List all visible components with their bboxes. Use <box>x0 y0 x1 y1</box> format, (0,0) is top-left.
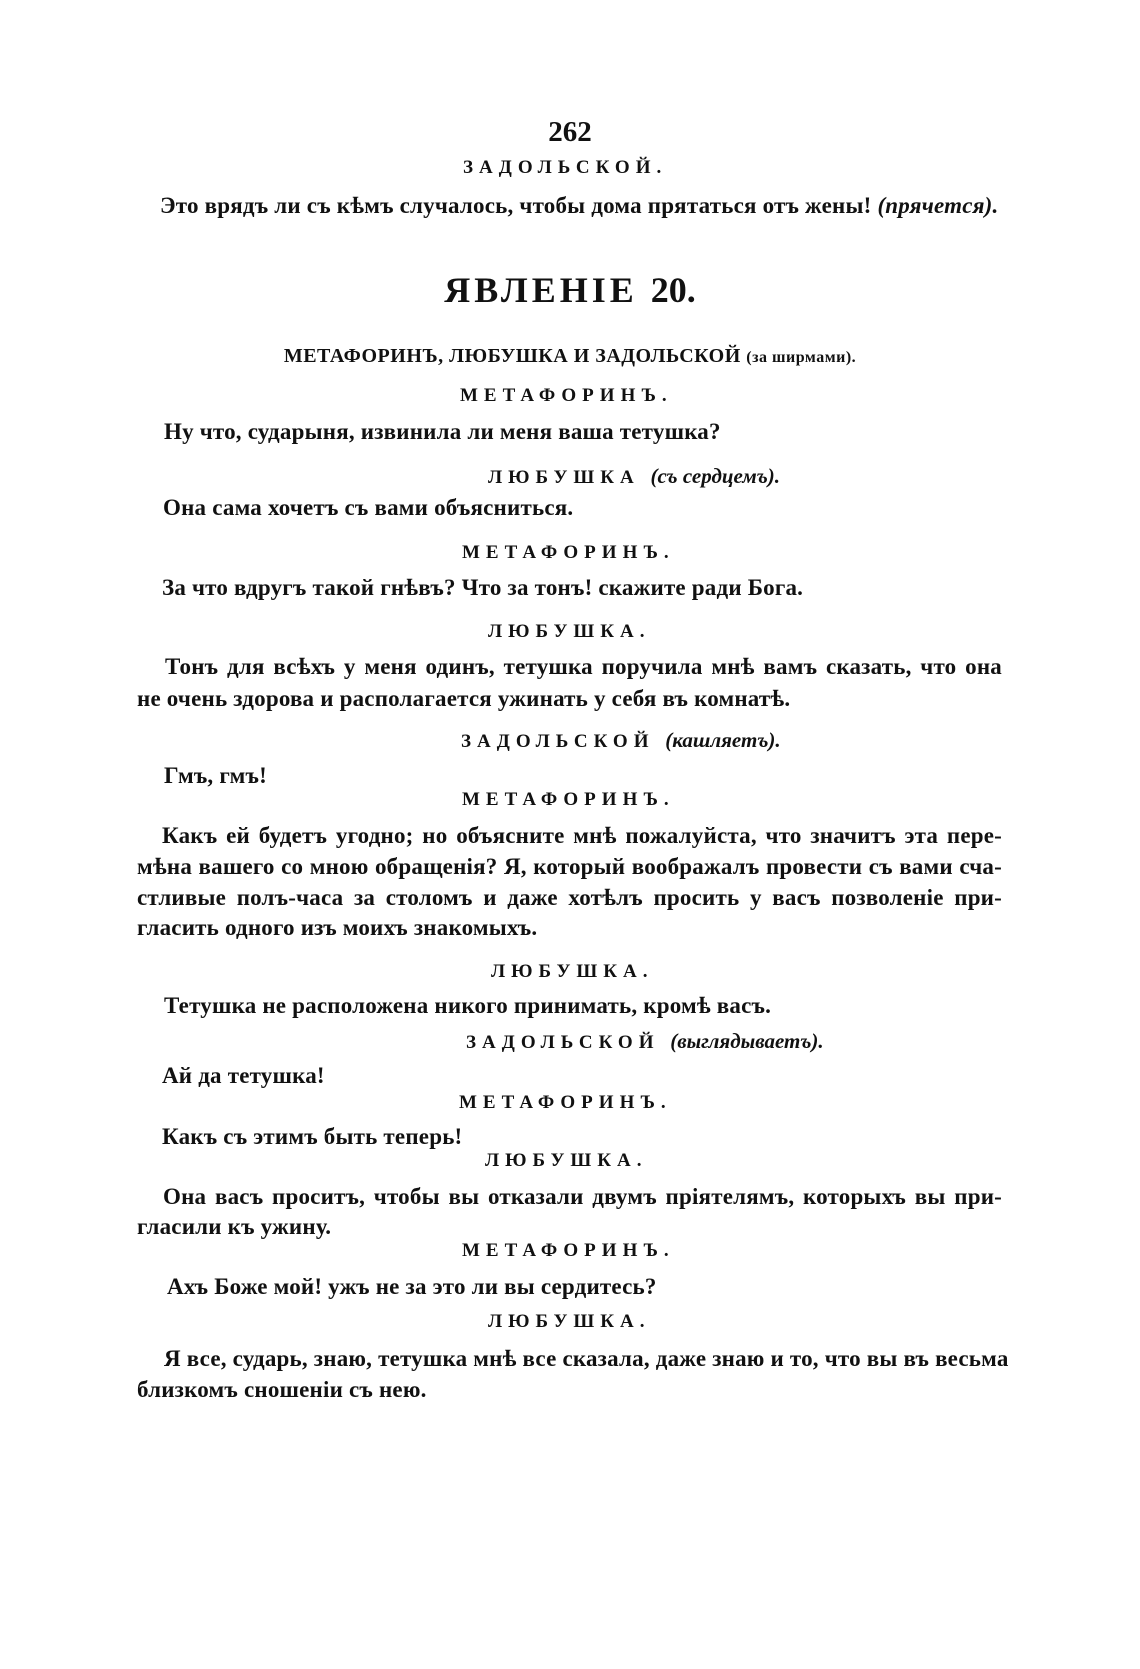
speaker-metaforin: МЕТАФОРИНЪ. <box>462 789 675 810</box>
dialogue-line: стливые полъ-часа за столомъ и даже хотѣлъ просить у васъ позволеніе при- <box>137 885 1002 910</box>
speaker-lyubushka: ЛЮБУШКА. <box>488 621 651 642</box>
speaker-lyubushka: ЛЮБУШКА. <box>485 1150 648 1171</box>
dialogue-line: Гмъ, гмъ! <box>164 763 268 788</box>
speaker-lyubushka <box>488 466 780 487</box>
dialogue-line: гласили къ ужину. <box>137 1214 332 1239</box>
dialogue-line <box>160 194 998 217</box>
dialogue-line: близкомъ сношеніи съ нею. <box>137 1377 427 1402</box>
speaker-metaforin: МЕТАФОРИНЪ. <box>459 1092 672 1113</box>
dialogue-line: Ай да тетушка! <box>162 1063 325 1088</box>
cast-list <box>0 346 1140 366</box>
stage-direction: (кашляетъ). <box>665 728 781 752</box>
dialogue-line: гласить одного изъ моихъ знакомыхъ. <box>137 915 538 940</box>
dialogue-line: не очень здорова и располагается ужинать у себя въ комнатѣ. <box>137 686 791 711</box>
speaker-name: ЛЮБУШКА <box>488 467 640 488</box>
dialogue-line: мѣна вашего со мною обращенія? Я, который воображалъ провести съ вами сча- <box>137 854 1002 879</box>
speaker-zadolskoy <box>466 1031 824 1052</box>
speaker-lyubushka: ЛЮБУШКА. <box>491 961 654 982</box>
stage-direction: (съ сердцемъ). <box>650 464 781 488</box>
speaker-metaforin: МЕТАФОРИНЪ. <box>462 542 675 563</box>
stage-direction: (прячется). <box>877 193 999 218</box>
scene-heading-word: ЯВЛЕНІЕ <box>444 270 638 310</box>
dialogue-line: Ну что, сударыня, извинила ли меня ваша тетушка? <box>164 419 721 444</box>
line-text: Это врядъ ли съ кѣмъ случалось, чтобы дома прятаться отъ жены! <box>160 193 872 218</box>
dialogue-line: Тетушка не расположена никого принимать, кромѣ васъ. <box>164 993 772 1018</box>
cast-names: МЕТАФОРИНЪ, ЛЮБУШКА И ЗАДОЛЬСКОЙ <box>283 345 741 367</box>
dialogue-line: За что вдругъ такой гнѣвъ? Что за тонъ! скажите ради Бога. <box>162 575 804 600</box>
stage-direction: (выглядываетъ). <box>670 1029 824 1053</box>
scene-heading <box>0 272 1140 308</box>
speaker-lyubushka: ЛЮБУШКА. <box>488 1311 651 1332</box>
cast-direction: (за ширмами). <box>746 349 857 366</box>
speaker-name: ЗАДОЛЬСКОЙ <box>466 1032 660 1053</box>
speaker-name: ЗАДОЛЬСКОЙ <box>461 731 655 752</box>
scene-heading-number: 20. <box>650 270 696 310</box>
dialogue-line: Ахъ Боже мой! ужъ не за это ли вы сердитесь? <box>167 1274 657 1299</box>
page-number: 262 <box>548 116 592 148</box>
dialogue-line: Она сама хочетъ съ вами объясниться. <box>163 495 574 520</box>
dialogue-line: Тонъ для всѣхъ у меня одинъ, тетушка поручила мнѣ вамъ сказать, что она <box>165 654 1002 679</box>
dialogue-line: Она васъ проситъ, чтобы вы отказали двумъ пріятелямъ, которыхъ вы при- <box>163 1184 1002 1209</box>
dialogue-line: Какъ съ этимъ быть теперь! <box>162 1124 463 1149</box>
speaker-metaforin: МЕТАФОРИНЪ. <box>462 1240 675 1261</box>
speaker-zadolskoy: ЗАДОЛЬСКОЙ. <box>463 157 668 178</box>
dialogue-line: Я все, сударь, знаю, тетушка мнѣ все сказала, даже знаю и то, что вы въ весьма <box>164 1346 1009 1371</box>
dialogue-line: Какъ ей будетъ угодно; но объясните мнѣ пожалуйста, что значитъ эта пере- <box>162 823 1002 848</box>
speaker-zadolskoy <box>461 730 781 751</box>
speaker-metaforin: МЕТАФОРИНЪ. <box>460 385 673 406</box>
